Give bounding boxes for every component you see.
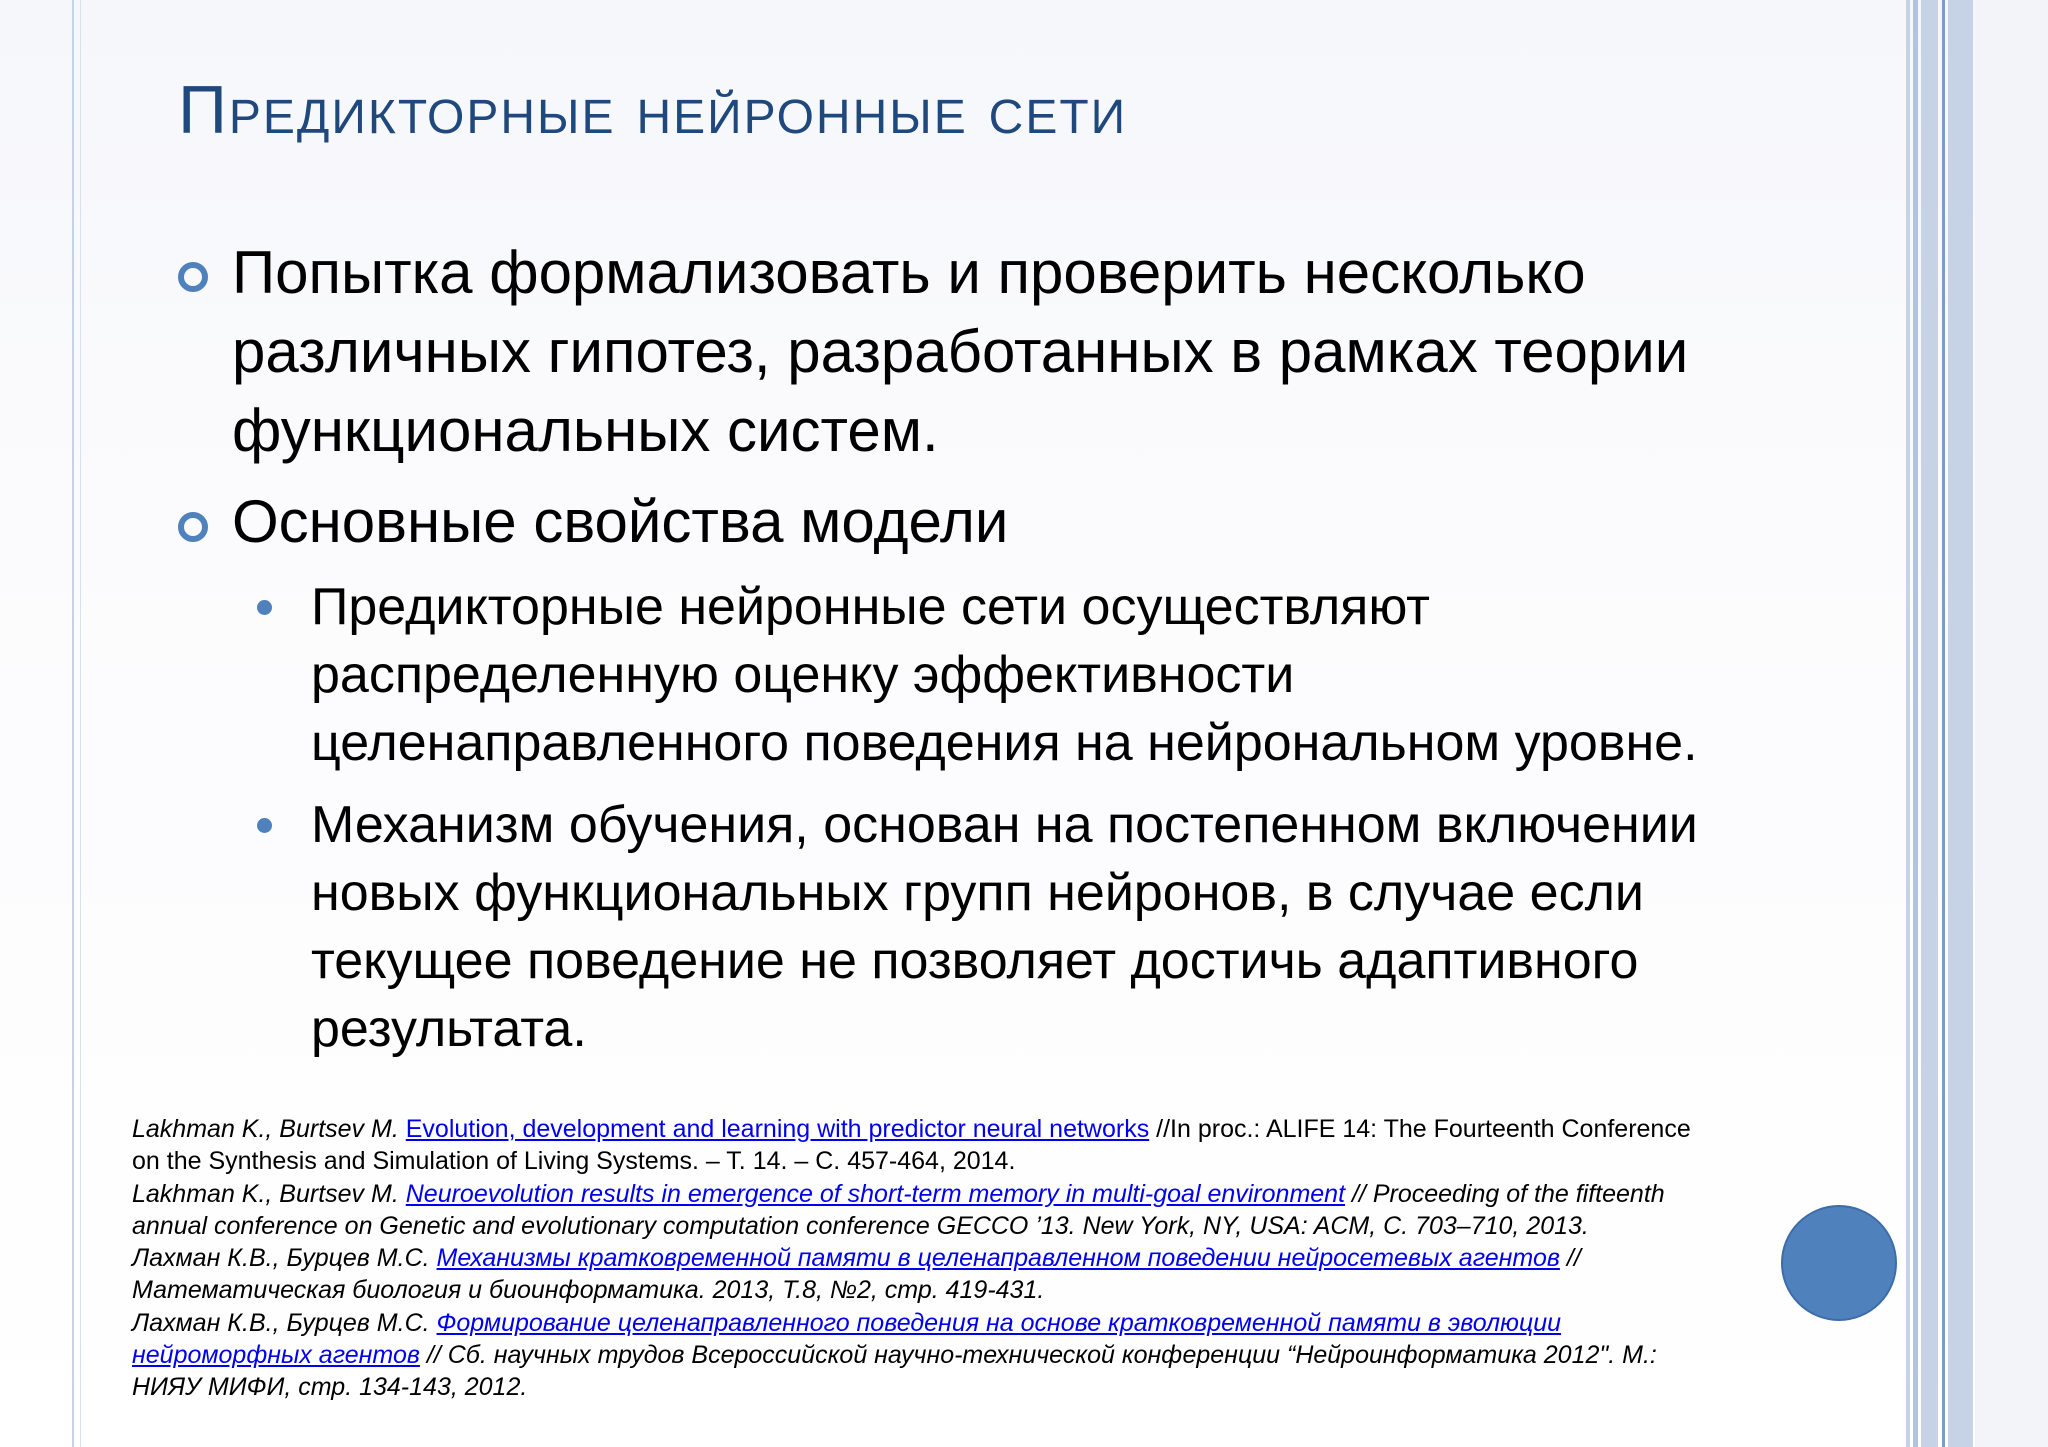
decorative-circle-icon (1781, 1205, 1897, 1321)
bullet-ring-icon (178, 262, 208, 292)
reference-authors: Лахман К.В., Бурцев М.С. (132, 1244, 430, 1273)
sub-bullet-dot-icon (257, 600, 272, 615)
reference-source: НИЯУ МИФИ, стр. 134-143, 2012. (132, 1373, 528, 1402)
references (132, 1113, 1812, 1404)
sub-bullet-dot-icon (257, 818, 272, 833)
bullet-ring-icon (178, 512, 208, 542)
reference-authors: Лахман К.В., Бурцев М.С. (132, 1308, 430, 1337)
reference-source: // Сб. научных трудов Всероссийской научно-технической конференции “Нейроинформатика 2012". М.: (419, 1341, 1657, 1370)
sub-bullet-text: Механизм обучения, основан на постепенном включении новых функциональных групп нейронов, в случае если текущее поведение не позволяет достичь адаптивного результата. (311, 796, 1698, 1058)
bullet-text: Основные свойства модели (232, 488, 1009, 555)
right-border-bar (1921, 0, 1938, 1447)
reference-source: annual conference on Genetic and evolutionary computation conference GECCO ’13. New York, NY, USA: ACM, C. 703–710, 2013. (132, 1211, 1589, 1240)
right-border-bar (1942, 0, 1945, 1447)
slide-title: Предикторные нейронные сети (178, 72, 1128, 148)
right-border-bar (1906, 0, 1910, 1447)
reference-item (132, 1113, 1812, 1178)
reference-authors: Lakhman K., Burtsev M. (132, 1115, 399, 1143)
left-border-line (72, 0, 74, 1447)
reference-source: //In proc.: ALIFE 14: The Fourteenth Conference (1149, 1115, 1691, 1143)
right-border-bar (1975, 0, 2048, 1447)
reference-source: // (1559, 1244, 1581, 1273)
reference-link[interactable]: Механизмы кратковременной памяти в целенаправленном поведении нейросетевых агентов (436, 1244, 1560, 1273)
reference-item (132, 1307, 1812, 1404)
reference-item (132, 1178, 1812, 1243)
reference-source: // Proceeding of the fifteenth (1345, 1179, 1665, 1208)
reference-link[interactable]: нейроморфных агентов (132, 1341, 420, 1370)
reference-link[interactable]: Neuroevolution results in emergence of short-term memory in multi-goal environment (405, 1179, 1346, 1208)
bullet-text: Попытка формализовать и проверить несколько различных гипотез, разработанных в рамках теории функциональных систем. (232, 239, 1689, 464)
reference-link[interactable]: Формирование целенаправленного поведения на основе кратковременной памяти в эволюции (436, 1308, 1562, 1337)
right-border-bar (1948, 0, 1973, 1447)
reference-item (132, 1242, 1812, 1307)
reference-link[interactable]: Evolution, development and learning with predictor neural networks (405, 1115, 1150, 1143)
sub-bullet-text: Предикторные нейронные сети осуществляют распределенную оценку эффективности целенаправленного поведения на нейрональном уровне. (311, 578, 1698, 772)
right-border-bar (1913, 0, 1918, 1447)
reference-source: Математическая биология и биоинформатика. 2013, Т.8, №2, стр. 419-431. (132, 1276, 1045, 1305)
left-border-line (80, 0, 81, 1447)
reference-source: on the Synthesis and Simulation of Living Systems. – T. 14. – C. 457-464, 2014. (132, 1147, 1016, 1176)
reference-authors: Lakhman K., Burtsev M. (132, 1179, 399, 1208)
